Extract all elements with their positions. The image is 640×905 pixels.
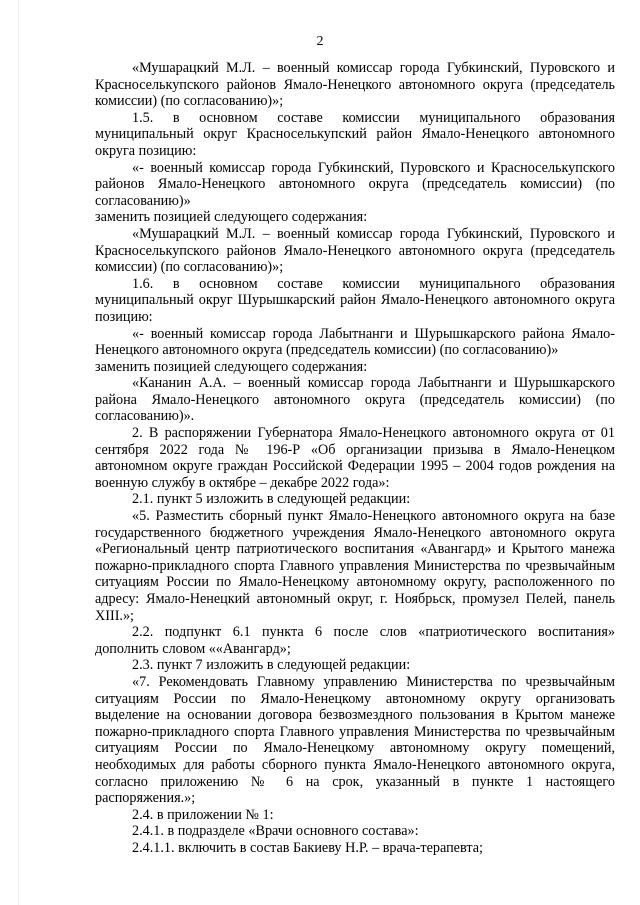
paragraph: «7. Рекомендовать Главному управлению Министерства по чрезвычайным ситуациям России по Ямало-Ненецкому автономному округу организовать выделение на основании договора безвозмездного пользования в Крытом манеже пожарно-прикладного спорта Главного управления Министерства по чрезвычайным ситуациям России по Ямало-Ненецкому автономному округу помещений, необходимых для работы сборного пункта Ямало-Ненецкого автономного округа, согласно приложению № 6 на срок, указанный в пункте 1 настоящего распоряжения.»; — [95, 673, 615, 807]
paragraph: 2.3. пункт 7 изложить в следующей редакции: — [132, 657, 411, 674]
paragraph: 2. В распоряжении Губернатора Ямало-Ненецкого автономного округа от 01 сентября 2022 года № 196-Р «Об организации призыва в Ямало-Ненецком автономном округе граждан Российской Федерации 1995 – 2004 годов рождения на военную службу в октябре – декабре 2022 года»: — [95, 425, 615, 491]
paragraph: 1.5. в основном составе комиссии муниципального образования муниципальный округ Красноселькупский район Ямало-Ненецкого автономного округа позицию: — [95, 109, 615, 159]
paragraph: «- военный комиссар города Губкинский, Пуровского и Красноселькупского районов Ямало-Ненецкого автономного округа (председатель комиссии) (по согласованию)» — [95, 159, 615, 209]
paragraph: 2.4. в приложении № 1: — [132, 806, 274, 823]
paragraph: 1.6. в основном составе комиссии муниципального образования муниципальный округ Шурышкарский район Ямало-Ненецкого автономного округа позицию: — [95, 275, 615, 325]
paragraph: «- военный комиссар города Лабытнанги и Шурышкарского района Ямало-Ненецкого автономного округа (председатель комиссии) (по согласованию)» — [95, 325, 615, 359]
paragraph: заменить позицией следующего содержания: — [95, 358, 368, 375]
page-number: 2 — [316, 34, 324, 49]
paragraph: 2.2. подпункт 6.1 пункта 6 после слов «патриотического воспитания» дополнить словом ««Авангард»; — [95, 624, 615, 657]
paragraph: «Мушарацкий М.Л. – военный комиссар города Губкинский, Пуровского и Красноселькупского районов Ямало-Ненецкого автономного округа (председатель комиссии) (по согласованию)»; — [95, 225, 615, 276]
paragraph: 2.4.1.1. включить в состав Бакиеву Н.Р. – врача-терапевта; — [132, 839, 483, 856]
paragraph: «Кананин А.А. – военный комиссар города Лабытнанги и Шурышкарского района Ямало-Ненецкого автономного округа (председатель комиссии) (по согласованию)». — [95, 375, 615, 425]
paragraph: 2.4.1. в подразделе «Врачи основного состава»: — [132, 823, 419, 840]
paragraph: заменить позицией следующего содержания: — [95, 209, 368, 226]
paragraph: «Мушарацкий М.Л. – военный комиссар города Губкинский, Пуровского и Красноселькупского районов Ямало-Ненецкого автономного округа (председатель комиссии) (по согласованию)»; — [95, 60, 615, 110]
paragraph: 2.1. пункт 5 изложить в следующей редакции: — [132, 491, 411, 508]
page-edge — [18, 0, 19, 905]
document-body — [95, 60, 615, 857]
paragraph: «5. Разместить сборный пункт Ямало-Ненецкого автономного округа на базе государственного бюджетного учреждения Ямало-Ненецкого автономного округа «Региональный центр патриотического воспитания «Авангард» и Крытого манежа пожарно-прикладного спорта Главного управления Министерства по чрезвычайным ситуациям России по Ямало-Ненецкому автономному округу, расположенного по адресу: Ямало-Ненецкий автономный округ, г. Ноябрьск, промузел Пелей, панель XIII.»; — [95, 508, 615, 624]
